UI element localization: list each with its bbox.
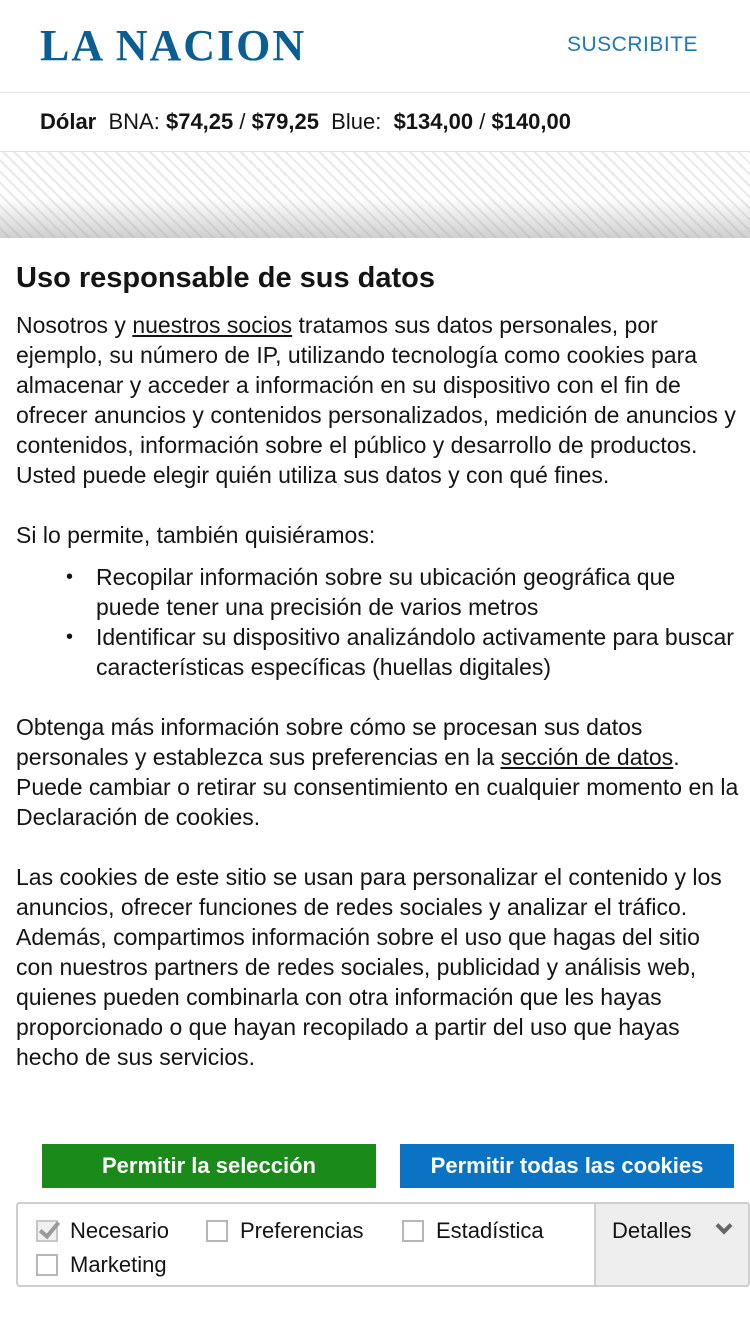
chevron-down-icon xyxy=(716,1218,733,1235)
statistics-checkbox[interactable] xyxy=(402,1220,424,1242)
statistics-label: Estadística xyxy=(436,1218,544,1243)
allow-all-cookies-button[interactable]: Permitir todas las cookies xyxy=(400,1144,734,1188)
statistics-option[interactable] xyxy=(402,1218,544,1244)
partners-link[interactable]: nuestros socios xyxy=(132,312,293,338)
rate-separator: / xyxy=(479,109,486,134)
consent-paragraph-2: Si lo permite, también quisiéramos: xyxy=(16,522,376,548)
consent-body xyxy=(16,310,741,1072)
blue-label: Blue: xyxy=(331,109,382,134)
consent-paragraph-1 xyxy=(16,310,741,490)
list-item: • Identificar su dispositivo analizándolo activamente para buscar características específicas (huellas digitales) xyxy=(16,622,741,682)
rate-separator: / xyxy=(239,109,246,134)
blue-sell-value: $140,00 xyxy=(491,109,571,134)
allow-selection-button[interactable]: Permitir la selección xyxy=(42,1144,376,1188)
p1-text-start: Nosotros y xyxy=(16,312,133,338)
details-label: Detalles xyxy=(612,1218,692,1243)
marketing-option[interactable] xyxy=(36,1252,167,1278)
necessary-label: Necesario xyxy=(70,1218,170,1243)
p1-text-end: tratamos sus datos personales, por ejemplo, su número de IP, utilizando tecnología como cookies para almacenar y acceder a información en su dispositivo con el fin de ofrecer anuncios y contenidos personalizados, medición de anuncios y contenidos, información sobre el público y desarrollo de productos. Usted puede elegir quién utiliza sus datos y con qué fines. xyxy=(16,312,736,488)
p3-text-end: . Puede cambiar o retirar su consentimiento en cualquier momento en la Declaración de cookies. xyxy=(16,744,739,830)
dollar-label: Dólar xyxy=(40,109,97,134)
consent-paragraph-3 xyxy=(16,712,741,832)
cookie-category-panel xyxy=(16,1202,750,1287)
site-logo[interactable]: LA NACION xyxy=(40,21,307,70)
details-toggle[interactable] xyxy=(594,1202,750,1287)
list-item: • Recopilar información sobre su ubicación geográfica que puede tener una precisión de varios metros xyxy=(16,562,741,622)
consent-bullet-list xyxy=(16,562,741,682)
bna-sell-value: $79,25 xyxy=(251,109,319,134)
consent-paragraph-4: Las cookies de este sitio se usan para personalizar el contenido y los anuncios, ofrecer funciones de redes sociales y analizar el tráfico. Además, compartimos información sobre el uso que hagas del sitio con nuestros partners de redes sociales, publicidad y análisis web, quienes pueden combinarla con otra información que les hayas proporcionado o que hayan recopilado a partir del uso que hayas hecho de sus servicios. xyxy=(16,864,722,1070)
p3-text-start: Obtenga más información sobre cómo se procesan sus datos personales y establezca sus preferencias en la xyxy=(16,714,643,770)
marketing-label: Marketing xyxy=(70,1252,167,1277)
necessary-checkbox xyxy=(36,1220,58,1242)
dollar-rates-bar xyxy=(0,94,750,152)
consent-title: Uso responsable de sus datos xyxy=(16,262,436,294)
bna-label: BNA: xyxy=(108,109,160,134)
blue-buy-value: $134,00 xyxy=(393,109,474,134)
data-section-link[interactable]: sección de datos xyxy=(500,744,674,770)
preferences-option[interactable] xyxy=(206,1218,364,1244)
marketing-checkbox[interactable] xyxy=(36,1254,58,1276)
ad-placeholder xyxy=(0,152,750,238)
site-header xyxy=(0,0,750,93)
preferences-checkbox[interactable] xyxy=(206,1220,228,1242)
cookie-consent-dialog xyxy=(0,238,750,1334)
subscribe-link[interactable]: SUSCRIBITE xyxy=(567,33,699,56)
bna-buy-value: $74,25 xyxy=(165,109,234,134)
preferences-label: Preferencias xyxy=(240,1218,364,1243)
necessary-option xyxy=(36,1218,169,1244)
